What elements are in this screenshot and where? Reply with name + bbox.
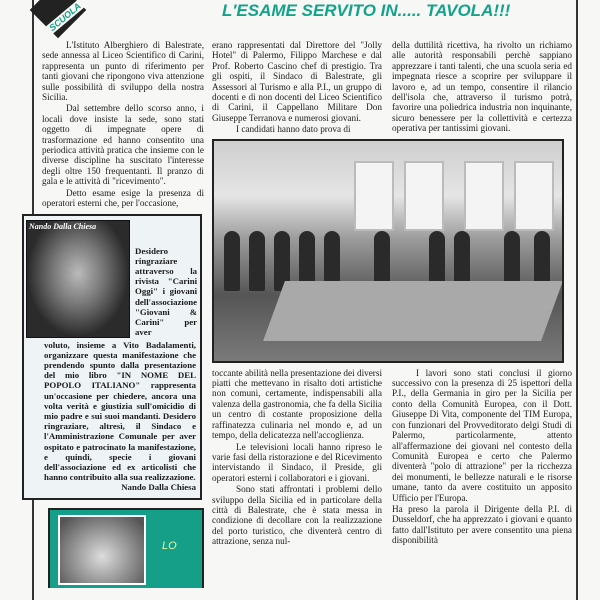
letter-text-bottom	[26, 340, 196, 493]
letter-signature: Nando Dalla Chiesa	[121, 482, 196, 493]
paragraph: Le televisioni locali hanno ripreso le varie fasi della ristorazione e del Ricevimento intervistando il Sindaco, il Preside, gli operatori esterni i collaboratori e i giovani.	[212, 441, 382, 483]
left-column	[22, 40, 206, 588]
article-column-3	[392, 40, 572, 134]
paragraph: Dal settembre dello scorso anno, i locali dove insiste la sede, sono stati oggetto di impegnate opere di trasformazione ed hanno consentito una periodica attività pratica che insieme con le diverse discipline ha suscitato l'interesse degli oltre 150 frequentanti. Il pranzo di gala e le attività di "ricevimento".	[42, 103, 204, 187]
event-photo	[212, 139, 564, 363]
article-column-2-lower	[212, 368, 382, 547]
teal-box	[48, 508, 204, 588]
portrait-photo-2	[58, 515, 146, 585]
article-column-2	[212, 40, 382, 135]
teal-box-label: LO	[162, 539, 177, 552]
paragraph: della duttilità ricettiva, ha rivolto un richiamo alle autorità responsabili perchè sappiano apprezzare i tanti talenti, che una scuola seria ed impegnata riesce a scoprire per sviluppare il lavoro e, ad un tempo, consentire il rilancio dell'isola che, attraverso il turismo potrà, favorire una poliedrica industria non inquinante, sicuro benessere per la collettività e certezza operativa per tantissimi giovani.	[392, 40, 572, 134]
paragraph: L'Istituto Alberghiero di Balestrate, sede annessa al Liceo Scientifico di Carini, rappresenta un punto di riferimento per tanti giovani che ripongono viva attenzione sulle possibilità di sviluppo della nostra Sicilia.	[42, 40, 204, 103]
paragraph: I lavori sono stati conclusi il giorno successivo con la presenza di 25 ispettori della P.I., della Germania in giro per la Sicilia per conto della Comunità Europea, con il Dott. Giuseppe Di Vita, componente del TIM Europa, con funzionari del Provveditorato delgi Studi di Palermo, particolarmente, attento all'affermazione dei giovani nel contesto della Comunità Europea e certo che Palermo diventerà "polo di attrazione" per la ricchezza dei monumenti, le bellezze naturali e le risorse umane, tanto da avere costituito un apposito Ufficio per l'Europa.	[392, 367, 572, 503]
paragraph: Ha preso la parola il Dirigente della P.I. di Dusseldorf, che ha apprezzato i giovani e quanto fatto dall'Istituto per avere consentito una piena disponibilità	[392, 503, 572, 546]
section-label: SCUOLA	[47, 0, 83, 34]
paragraph: Sono stati affrontati i problemi dello sviluppo della Sicilia ed in particolare della città di Balestrate, che è stata messa in condizione di decollare con la realizzazione del porto turistico, che diventerà centro di attrazione, senza nul-	[212, 484, 382, 547]
photo-caption: Nando Dalla Chiesa	[29, 221, 97, 231]
article-column-3-lower	[392, 368, 572, 546]
letter-box	[22, 214, 202, 500]
letter-text-top: Desidero ringraziare attraverso la rivista "Carini Oggi" i giovani dell'associazione "Giovani & Carini" per aver	[135, 245, 198, 338]
paragraph: toccante abilità nella presentazione dei diversi piatti che mettevano in risalto doti artistiche non comuni, certamente, indispensabili alla valenza della gastronomia, che fa della Sicilia un centro di costante proposizione della raffinatezza culinaria nel mondo e, ad un tempo, della delicatezza nell'accoglienza.	[212, 367, 382, 441]
paragraph: I candidati hanno dato prova di	[236, 124, 351, 135]
letter-body: voluto, insieme a Vito Badalamenti, organizzare questa manifestazione che prendendo spunto dalla presentazione del mio libro "IN NOME DEL POPOLO ITALIANO" rappresenta un'occasione per chiedere, ancora una volta verità e giustizia sull'omicidio di mio padre e sui suoi mandanti. Desidero ringraziare, altresì, il Sindaco e l'Amministrazione Comunale per aver ospitato e patrocinato la manifestazione, e quindi, specie i giovani dell'associazione ed ex articolisti che hanno contribuito alla sua realizzazione.	[44, 339, 196, 483]
paragraph: erano rappresentati dal Direttore del "Jolly Hotel" di Palermo, Filippo Marchese e dal Prof. Roberto Cascino chef di prestigio. Tra gli ospiti, il Sindaco di Balestrate, gli Assessori al Turismo e alla P.I., un gruppo di docenti e di non docenti del Liceo Scientifico di Carini, il Cappellano Militare Don Giuseppe Terranova e numerosi giovani.	[212, 40, 382, 123]
headline: L'ESAME SERVITO IN..... TAVOLA!!!	[222, 1, 511, 20]
right-area	[212, 40, 572, 547]
paragraph: Detto esame esige la presenza di operatori esterni che, per l'occasione,	[42, 187, 204, 209]
article-column-1	[42, 40, 204, 209]
portrait-photo	[26, 220, 130, 338]
